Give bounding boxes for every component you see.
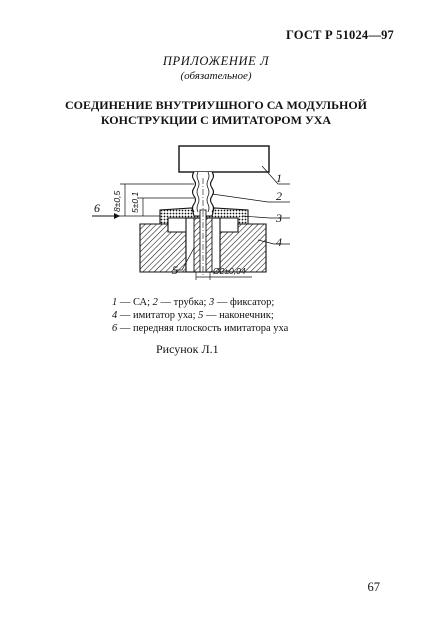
document-title [0,98,424,128]
legend-text: — передняя плоскость имитатора уха [117,323,289,334]
appendix-title: ПРИЛОЖЕНИЕ Л [162,54,270,68]
callout-1: 1 [276,171,282,185]
legend-row-2 [112,309,288,322]
page-number: 67 [367,580,380,594]
standard-number: ГОСТ Р 51024—97 [285,28,394,42]
callout-4: 4 [276,235,282,249]
appendix-status: (обязательное) [180,70,252,82]
legend-num: 1 [112,297,118,308]
dimension-height-inner: 5±0,1 [130,191,140,213]
legend-text: — трубка; [157,297,210,308]
legend-num: 5 [198,310,204,321]
legend-num: 4 [112,310,118,321]
callout-2: 2 [276,189,282,203]
legend-row-1 [112,296,288,309]
legend-num: 3 [209,297,215,308]
connection-diagram [82,140,302,280]
dimension-height-outer: 8±0,5 [112,190,122,212]
legend-num: 6 [112,323,118,334]
hearing-aid-body [179,146,269,172]
callout-3: 3 [276,211,282,225]
legend-row-3 [112,322,288,335]
dimension-diameter: Ø2±0,04 [213,266,246,276]
legend-text: — имитатор уха; [117,310,199,321]
title-line-1: СОЕДИНЕНИЕ ВНУТРИУШНОГО СА МОДУЛЬНОЙ [64,98,368,112]
figure-caption: Рисунок Л.1 [156,342,219,356]
legend-num: 2 [152,297,158,308]
legend-text: — фиксатор; [214,297,275,308]
legend-text: — СА; [117,297,153,308]
callout-6: 6 [94,201,100,215]
callout-5: 5 [172,263,178,277]
title-line-2: КОНСТРУКЦИИ С ИМИТАТОРОМ УХА [100,113,332,127]
legend-text: — наконечник; [203,310,274,321]
figure-legend [112,296,288,335]
